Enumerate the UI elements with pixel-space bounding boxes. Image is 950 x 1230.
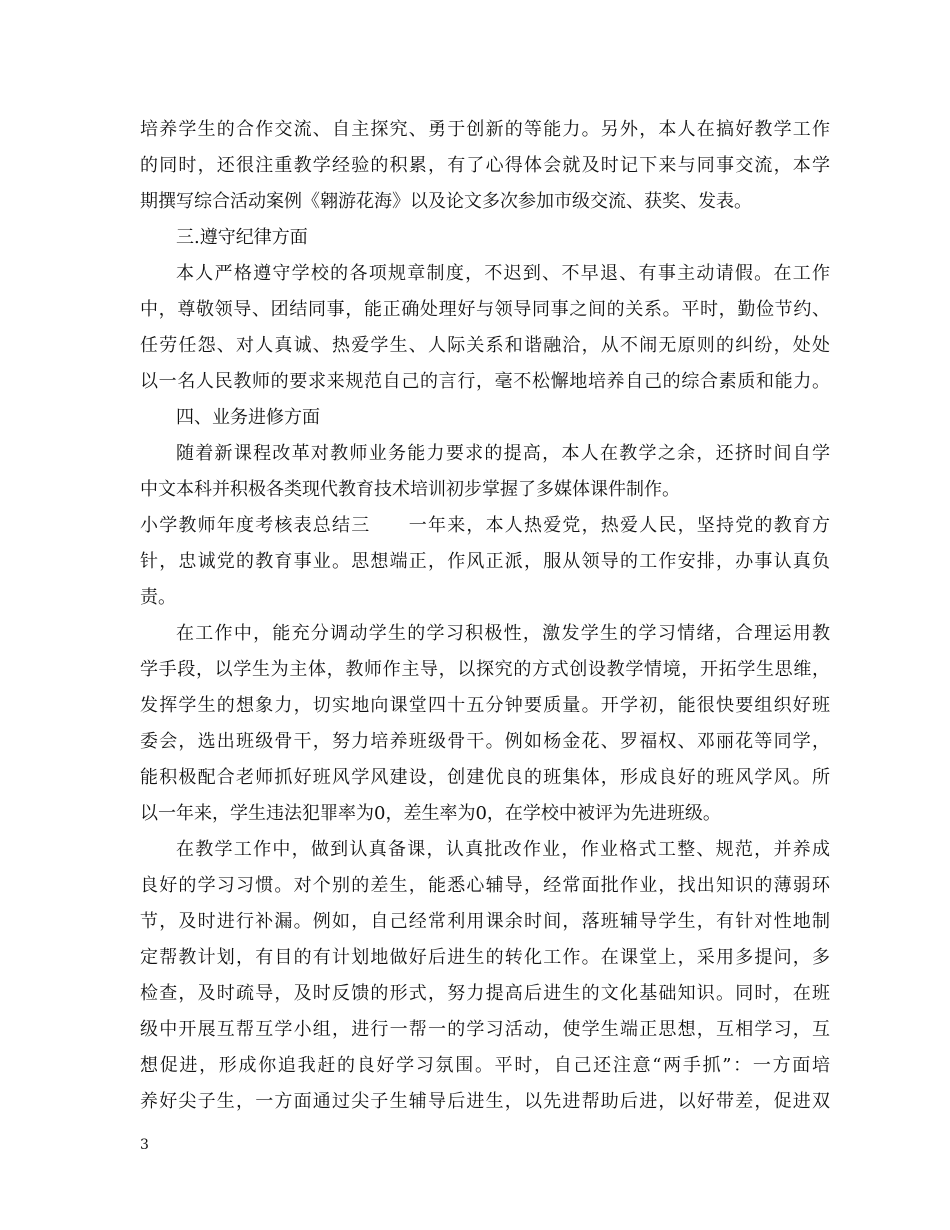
text-line: 在工作中，能充分调动学生的学习积极性，激发学生的学习情绪，合理运用教: [176, 623, 830, 644]
text-line: 本人严格遵守学校的各项规章制度，不迟到、不早退、有事主动请假。在工作: [176, 263, 830, 284]
text-line: 针，忠诚党的教育事业。思想端正，作风正派，服从领导的工作安排，办事认真负: [140, 551, 830, 572]
text-line: 节，及时进行补漏。例如，自己经常利用课余时间，落班辅导学生，有针对性地制: [140, 911, 830, 932]
text-line: 小学教师年度考核表总结三 一年来，本人热爱党，热爱人民，坚持党的教育方: [140, 515, 830, 536]
text-line: 养好尖子生，一方面通过尖子生辅导后进生，以先进帮助后进，以好带差，促进双: [140, 1091, 830, 1112]
text-line: 检查，及时疏导，及时反馈的形式，努力提高后进生的文化基础知识。同时，在班: [140, 983, 830, 1004]
text-line: 良好的学习习惯。对个别的差生，能悉心辅导，经常面批作业，找出知识的薄弱环: [140, 875, 830, 896]
section-heading: 三.遵守纪律方面: [176, 227, 308, 248]
text-line: 委会，选出班级骨干，努力培养班级骨干。例如杨金花、罗福权、邓丽花等同学，: [140, 731, 830, 752]
text-line: 学手段，以学生为主体，教师作主导，以探究的方式创设教学情境，开拓学生思维，: [140, 659, 830, 680]
text-line: 的同时，还很注重教学经验的积累，有了心得体会就及时记下来与同事交流，本学: [140, 155, 830, 176]
text-line: 任劳任怨、对人真诚、热爱学生、人际关系和谐融洽，从不闹无原则的纠纷，处处: [140, 335, 830, 356]
text-line: 随着新课程改革对教师业务能力要求的提高，本人在教学之余，还挤时间自学: [176, 443, 830, 464]
text-line: 定帮教计划，有目的有计划地做好后进生的转化工作。在课堂上，采用多提问，多: [140, 947, 830, 968]
page-number: 3: [140, 1137, 149, 1153]
text-line: 中文本科并积极各类现代教育技术培训初步掌握了多媒体课件制作。: [140, 479, 680, 500]
text-line: 期撰写综合活动案例《翱游花海》以及论文多次参加市级交流、获奖、发表。: [140, 191, 752, 212]
text-line: 级中开展互帮互学小组，进行一帮一的学习活动，使学生端正思想，互相学习，互: [140, 1019, 830, 1040]
text-line: 在教学工作中，做到认真备课，认真批改作业，作业格式工整、规范，并养成: [176, 839, 830, 860]
section-heading: 四、业务进修方面: [176, 407, 320, 428]
text-line: 培养学生的合作交流、自主探究、勇于创新的等能力。另外，本人在搞好教学工作: [140, 119, 830, 140]
text-line: 能积极配合老师抓好班风学风建设，创建优良的班集体，形成良好的班风学风。所: [140, 767, 830, 788]
text-line: 中，尊敬领导、团结同事，能正确处理好与领导同事之间的关系。平时，勤俭节约、: [140, 299, 830, 320]
text-line: 责。: [140, 587, 176, 608]
text-line: 以一年来，学生违法犯罪率为0，差生率为0，在学校中被评为先进班级。: [140, 803, 721, 824]
text-line: 发挥学生的想象力，切实地向课堂四十五分钟要质量。开学初，能很快要组织好班: [140, 695, 830, 716]
text-line: 以一名人民教师的要求来规范自己的言行，毫不松懈地培养自己的综合素质和能力。: [140, 371, 830, 392]
text-line: 想促进，形成你追我赶的良好学习氛围。平时，自己还注意“两手抓”：一方面培: [140, 1055, 830, 1076]
